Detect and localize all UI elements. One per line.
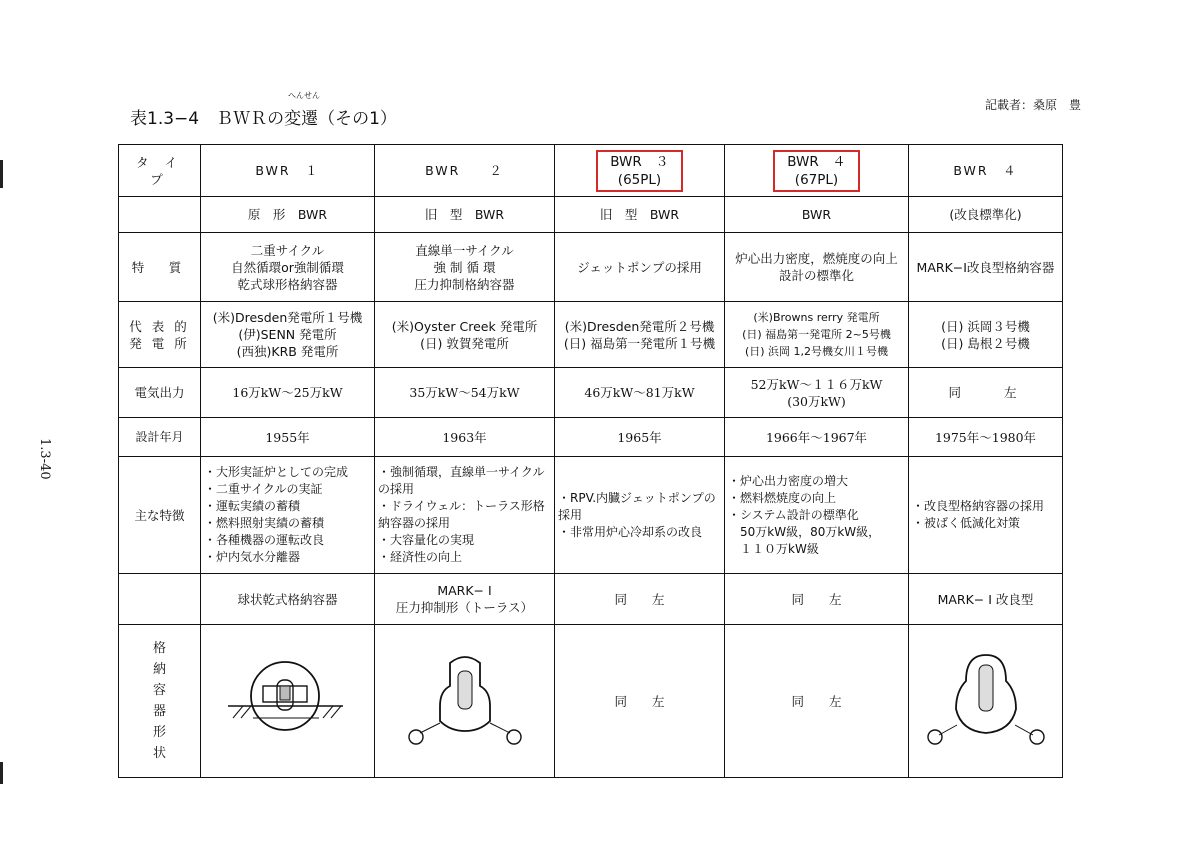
table-row [119, 302, 1063, 368]
main-features-label: 主な特徴 [119, 457, 201, 574]
plants-cell: (米)Dresden発電所２号機 (日) 福島第一発電所１号機 [555, 302, 725, 368]
type-sub: (67PL) [794, 171, 839, 188]
type-cell: BWR ２ [375, 145, 555, 197]
table-row [119, 197, 1063, 233]
subtype-cell: 原 形 BWR [201, 197, 375, 233]
type-name: BWR ３ [610, 153, 669, 170]
output-label: 電気出力 [119, 368, 201, 418]
list-item: 50万kW級，80万kW級， [728, 524, 881, 539]
type-cell: BWR ４ [909, 145, 1063, 197]
mark1-containment-diagram [400, 651, 530, 751]
list-item: ・炉内気水分離器 [204, 550, 301, 564]
feature-list [204, 464, 371, 566]
output-cell: 46万kW〜81万kW [555, 368, 725, 418]
list-item: ・燃料燃焼度の向上 [728, 490, 837, 505]
list-item: ・燃料照射実績の蓄積 [204, 516, 325, 530]
type-cell: BWR １ [201, 145, 375, 197]
plants-cell: (米)Oyster Creek 発電所 (日) 敦賀発電所 [375, 302, 555, 368]
list-item: ・強制循環，直線単一サイクルの採用 [378, 465, 545, 496]
main-features-cell [555, 457, 725, 574]
design-year-cell: 1963年 [375, 418, 555, 457]
containment-shape-cell: 同 左 [555, 625, 725, 778]
main-features-cell [909, 457, 1063, 574]
containment-type-cell: MARK− I 圧力抑制形（トーラス） [375, 574, 555, 625]
table-row [119, 574, 1063, 625]
title-ruby: へんせん [288, 91, 320, 100]
list-item: ・RPV.内臓ジェットポンプの採用 [558, 490, 716, 522]
features-cell: MARK−I改良型格納容器 [909, 233, 1063, 302]
output-cell: 52万kW〜１１６万kW (30万kW) [725, 368, 909, 418]
containment-shape-cell: 同 左 [725, 625, 909, 778]
list-item: ・各種機器の運転改良 [204, 533, 325, 547]
bwr-history-table [118, 144, 1063, 778]
subtype-cell: (改良標準化) [909, 197, 1063, 233]
design-year-label: 設計年月 [119, 418, 201, 457]
plants-cell: (米)Dresden発電所１号機 (伊)SENN 発電所 (西独)KRB 発電所 [201, 302, 375, 368]
containment-type-cell: MARK− I 改良型 [909, 574, 1063, 625]
feature-list [378, 464, 551, 566]
edge-mark [0, 160, 3, 188]
feature-list [558, 490, 721, 541]
table-row [119, 368, 1063, 418]
type-cell [555, 145, 725, 197]
design-year-cell: 1975年〜1980年 [909, 418, 1063, 457]
design-year-cell: 1965年 [555, 418, 725, 457]
list-item: ・ドライウェル：トーラス形格納容器の採用 [378, 499, 545, 530]
recorder: 記載者：桑原 豊 [985, 98, 1082, 112]
list-item: ・大容量化の実現 [378, 533, 475, 547]
table-row [119, 233, 1063, 302]
list-item: ・非常用炉心冷却系の改良 [558, 524, 703, 539]
containment-shape-label [119, 625, 201, 778]
list-item: ・大形実証炉としての完成 [204, 465, 349, 479]
table-row [119, 625, 1063, 778]
features-cell: 直線単一サイクル 強 制 循 環 圧力抑制格納容器 [375, 233, 555, 302]
page-title [130, 91, 397, 129]
list-item: ・被ばく低減化対策 [912, 516, 1021, 530]
type-cell [725, 145, 909, 197]
feature-list [912, 498, 1059, 532]
list-item: ・経済性の向上 [378, 550, 463, 564]
mark1-improved-containment-diagram [921, 651, 1051, 751]
highlight-box [596, 150, 683, 192]
list-item: ・改良型格納容器の採用 [912, 499, 1045, 513]
highlight-box [773, 150, 860, 192]
type-sub: (65PL) [617, 171, 662, 188]
plants-cell: (米)Browns rerry 発電所 (日) 福島第一発電所 2~5号機 (日) 浜岡 1,2号機女川１号機 [725, 302, 909, 368]
output-cell: 16万kW〜25万kW [201, 368, 375, 418]
list-item: ・システム設計の標準化 [728, 507, 859, 522]
edge-mark [0, 762, 3, 784]
features-cell: ジェットポンプの採用 [555, 233, 725, 302]
containment-type-cell: 球状乾式格納容器 [201, 574, 375, 625]
design-year-cell: 1955年 [201, 418, 375, 457]
containment-shape-cell [909, 625, 1063, 778]
subtype-cell: BWR [725, 197, 909, 233]
title-text: 表1.3−4 ＢＷＲの変遷（その1） [130, 109, 397, 129]
table-row [119, 418, 1063, 457]
main-features-cell [375, 457, 555, 574]
design-year-cell: 1966年〜1967年 [725, 418, 909, 457]
type-name: BWR ４ [787, 153, 846, 170]
list-item: １１０万kW級 [728, 541, 819, 556]
output-cell: 35万kW〜54万kW [375, 368, 555, 418]
features-cell: 炉心出力密度，燃焼度の向上 設計の標準化 [725, 233, 909, 302]
page-number: 1.3-40 [37, 438, 52, 480]
main-features-cell [201, 457, 375, 574]
containment-shape-cell [375, 625, 555, 778]
containment-type-cell: 同 左 [725, 574, 909, 625]
subtype-cell: 旧 型 BWR [375, 197, 555, 233]
containment-type-cell: 同 左 [555, 574, 725, 625]
vertical-label: 格納容器形状 [152, 641, 166, 761]
plants-label: 代 表 的 発 電 所 [119, 302, 201, 368]
list-item: ・運転実績の蓄積 [204, 499, 301, 513]
table-row [119, 457, 1063, 574]
empty-cell [119, 574, 201, 625]
main-features-cell [725, 457, 909, 574]
list-item: ・二重サイクルの実証 [204, 482, 323, 496]
plants-cell: (日) 浜岡３号機 (日) 島根２号機 [909, 302, 1063, 368]
sphere-containment-diagram [223, 656, 353, 746]
subtype-cell: 旧 型 BWR [555, 197, 725, 233]
list-item: ・炉心出力密度の増大 [728, 473, 849, 488]
containment-shape-cell [201, 625, 375, 778]
empty-cell [119, 197, 201, 233]
features-label: 特 質 [119, 233, 201, 302]
output-cell: 同 左 [909, 368, 1063, 418]
table-row [119, 145, 1063, 197]
feature-list [728, 473, 905, 558]
features-cell: 二重サイクル 自然循環or強制循環 乾式球形格納容器 [201, 233, 375, 302]
type-label: タ イ プ [119, 145, 201, 197]
